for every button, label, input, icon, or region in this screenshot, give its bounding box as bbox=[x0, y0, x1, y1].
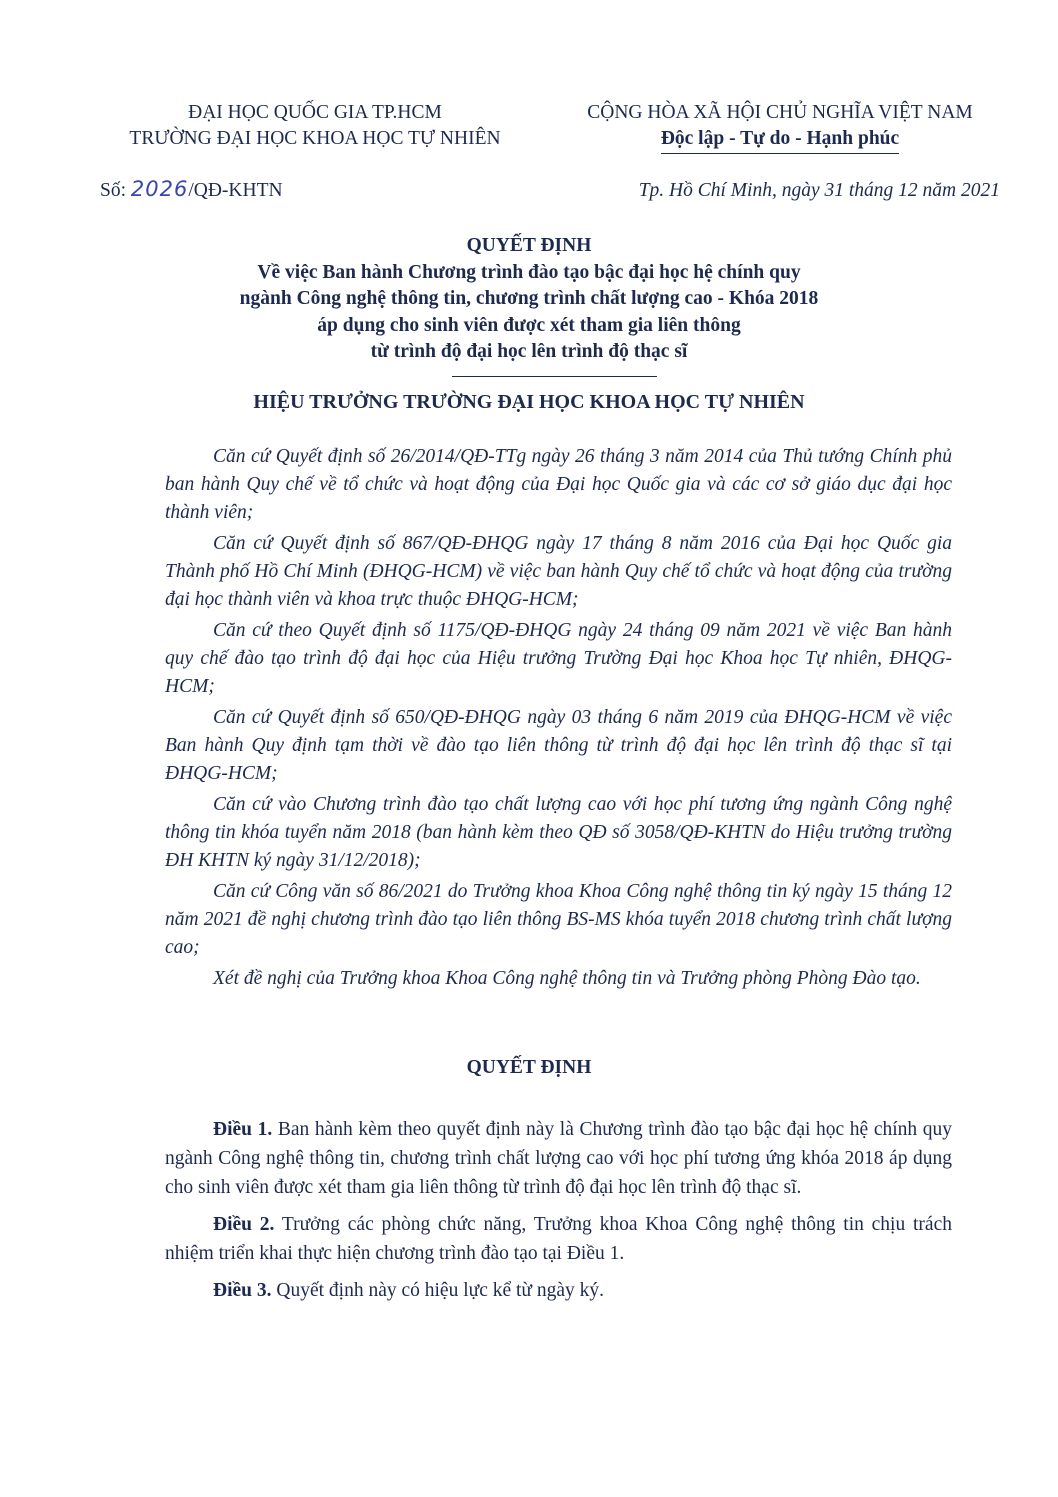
title-line-1: Về việc Ban hành Chương trình đào tạo bậc đại học hệ chính quy bbox=[257, 261, 801, 283]
national-header bbox=[535, 100, 1025, 154]
article-3 bbox=[165, 1276, 952, 1305]
article-2 bbox=[165, 1210, 952, 1268]
article-label: Điều 3. bbox=[213, 1280, 272, 1301]
basis-paragraph: Căn cứ vào Chương trình đào tạo chất lượng cao với học phí tương ứng ngành Công nghệ thông tin khóa tuyển năm 2018 (ban hành kèm theo QĐ số 3058/QĐ-KHTN do Hiệu trưởng trường ĐH KHTN ký ngày 31/12/2018); bbox=[165, 794, 952, 871]
basis-paragraph: Căn cứ theo Quyết định số 1175/QĐ-ĐHQG ngày 24 tháng 09 năm 2021 về việc Ban hành quy chế đào tạo trình độ đại học của Hiệu trưởng Trường Đại học Khoa học Tự nhiên, ĐHQG-HCM; bbox=[165, 620, 952, 697]
articles bbox=[165, 1115, 952, 1313]
issuing-authority: HIỆU TRƯỞNG TRƯỜNG ĐẠI HỌC KHOA HỌC TỰ NHIÊN bbox=[253, 391, 805, 413]
basis-paragraph: Căn cứ Quyết định số 650/QĐ-ĐHQG ngày 03 tháng 6 năm 2019 của ĐHQG-HCM về việc Ban hành Quy định tạm thời về đào tạo liên thông từ trình độ đại học lên trình độ thạc sĩ tại ĐHQG-HCM; bbox=[165, 707, 952, 784]
article-label: Điều 2. bbox=[213, 1214, 275, 1235]
org-line-1: ĐẠI HỌC QUỐC GIA TP.HCM bbox=[188, 102, 442, 123]
basis-paragraph: Căn cứ Quyết định số 26/2014/QĐ-TTg ngày 26 tháng 3 năm 2014 của Thủ tướng Chính phủ ban hành Quy chế về tổ chức và hoạt động của Đại học Quốc gia và các cơ sở giáo dục đại học thành viên; bbox=[165, 446, 952, 523]
org-line-2: TRƯỜNG ĐẠI HỌC KHOA HỌC TỰ NHIÊN bbox=[129, 128, 501, 149]
number-prefix: Số: bbox=[100, 180, 131, 201]
article-1 bbox=[165, 1115, 952, 1202]
title-line-3: áp dụng cho sinh viên được xét tham gia liên thông bbox=[317, 314, 741, 336]
article-text: Quyết định này có hiệu lực kể từ ngày ký. bbox=[271, 1280, 605, 1301]
decision-title bbox=[100, 233, 958, 366]
article-label: Điều 1. bbox=[213, 1119, 273, 1140]
issuing-organization bbox=[95, 100, 535, 152]
basis-paragraph: Xét đề nghị của Trưởng khoa Khoa Công nghệ thông tin và Trưởng phòng Phòng Đào tạo. bbox=[213, 968, 921, 989]
motto: Độc lập - Tự do - Hạnh phúc bbox=[661, 126, 899, 154]
handwritten-number: 2026 bbox=[130, 177, 189, 201]
article-text: Trưởng các phòng chức năng, Trưởng khoa Khoa Công nghệ thông tin chịu trách nhiệm triển khai thực hiện chương trình đào tạo tại Điều 1. bbox=[165, 1214, 952, 1264]
basis-paragraph: Căn cứ Quyết định số 867/QĐ-ĐHQG ngày 17 tháng 8 năm 2016 của Đại học Quốc gia Thành phố Hồ Chí Minh (ĐHQG-HCM) về việc ban hành Quy chế tổ chức và hoạt động của trường đại học thành viên và khoa trực thuộc ĐHQG-HCM; bbox=[165, 533, 952, 610]
nation-name: CỘNG HÒA XÃ HỘI CHỦ NGHĨA VIỆT NAM bbox=[587, 102, 973, 123]
decision-heading: QUYẾT ĐỊNH bbox=[466, 1057, 592, 1078]
article-text: Ban hành kèm theo quyết định này là Chương trình đào tạo bậc đại học hệ chính quy ngành Công nghệ thông tin, chương trình chất lượng cao với học phí tương ứng khóa 2018 áp dụng cho sinh viên được xét tham gia liên thông từ trình độ đại học lên trình độ thạc sĩ. bbox=[165, 1119, 953, 1198]
title-divider bbox=[452, 376, 657, 377]
number-suffix: /QĐ-KHTN bbox=[188, 180, 283, 201]
title-line-2: ngành Công nghệ thông tin, chương trình chất lượng cao - Khóa 2018 bbox=[239, 288, 819, 309]
basis-paragraph: Căn cứ Công văn số 86/2021 do Trưởng khoa Khoa Công nghệ thông tin ký ngày 15 tháng 12 năm 2021 đề nghị chương trình đào tạo liên thông BS-MS khóa tuyển 2018 chương trình chất lượng cao; bbox=[165, 881, 952, 958]
place-and-date: Tp. Hồ Chí Minh, ngày 31 tháng 12 năm 2021 bbox=[638, 180, 1000, 201]
title-heading: QUYẾT ĐỊNH bbox=[466, 235, 592, 256]
title-line-4: từ trình độ đại học lên trình độ thạc sĩ bbox=[370, 341, 688, 362]
legal-basis bbox=[165, 443, 952, 996]
document-number bbox=[100, 177, 283, 202]
